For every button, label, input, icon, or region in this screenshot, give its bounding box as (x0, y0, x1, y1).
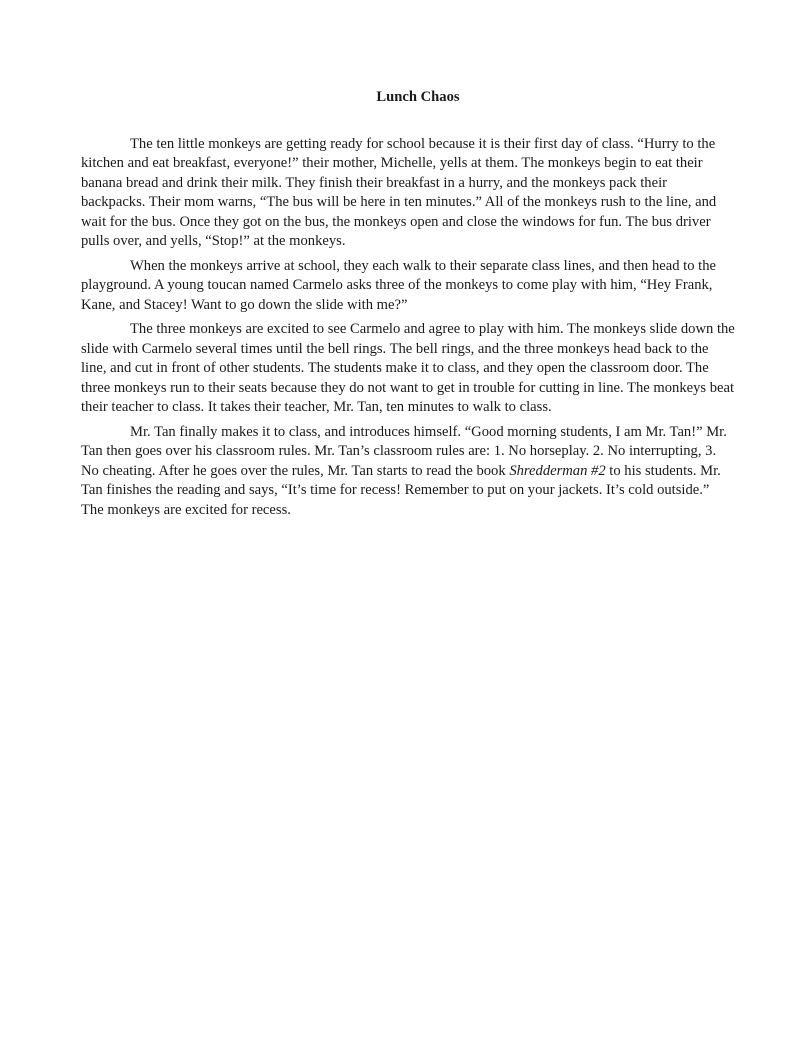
paragraph-4-text-after: to his students. Mr. Tan finishes the reading and says, “It’s time for recess! Remember to put on your jackets. It’s cold outside.” The monkeys are excited for recess. (81, 462, 721, 518)
paragraph-1: The ten little monkeys are getting ready for school because it is their first day of class. “Hurry to the kitchen and eat breakfast, everyone!” their mother, Michelle, yells at them. The monkeys begin to eat their banana bread and drink their milk. They finish their breakfast in a hurry, and the monkeys pack their backpacks. Their mom warns, “The bus will be here in ten minutes.” All of the monkeys rush to the line, and wait for the bus. Once they got on the bus, the monkeys open and close the windows for fun. The bus driver pulls over, and yells, “Stop!” at the monkeys. (81, 135, 717, 249)
paragraph-4 (81, 423, 735, 521)
book-title: Shredderman #2 (509, 462, 606, 479)
document-title: Lunch Chaos (376, 89, 460, 105)
paragraph-3: The three monkeys are excited to see Carmelo and agree to play with him. The monkeys slide down the slide with Carmelo several times until the bell rings. The bell rings, and the three monkeys head back to the line, and cut in front of other students. The students make it to class, and they open the classroom door. The three monkeys run to their seats because they do not want to get in trouble for cutting in line. The monkeys beat their teacher to class. It takes their teacher, Mr. Tan, ten minutes to walk to class. (81, 321, 735, 415)
paragraph-2: When the monkeys arrive at school, they each walk to their separate class lines, and then head to the playground. A young toucan named Carmelo asks three of the monkeys to come play with him, “Hey Frank, Kane, and Stacey! Want to go down the slide with me?” (81, 257, 716, 313)
document-body (81, 88, 735, 525)
paragraph-4-text-before: Mr. Tan finally makes it to class, and introduces himself. “Good morning students, I am Mr. Tan!” Mr. Tan then goes over his classroom rules. Mr. Tan’s classroom rules are: 1. No horseplay. 2. No interrupting, 3. No cheating. After he goes over the rules, Mr. Tan starts to read the book (81, 423, 727, 479)
